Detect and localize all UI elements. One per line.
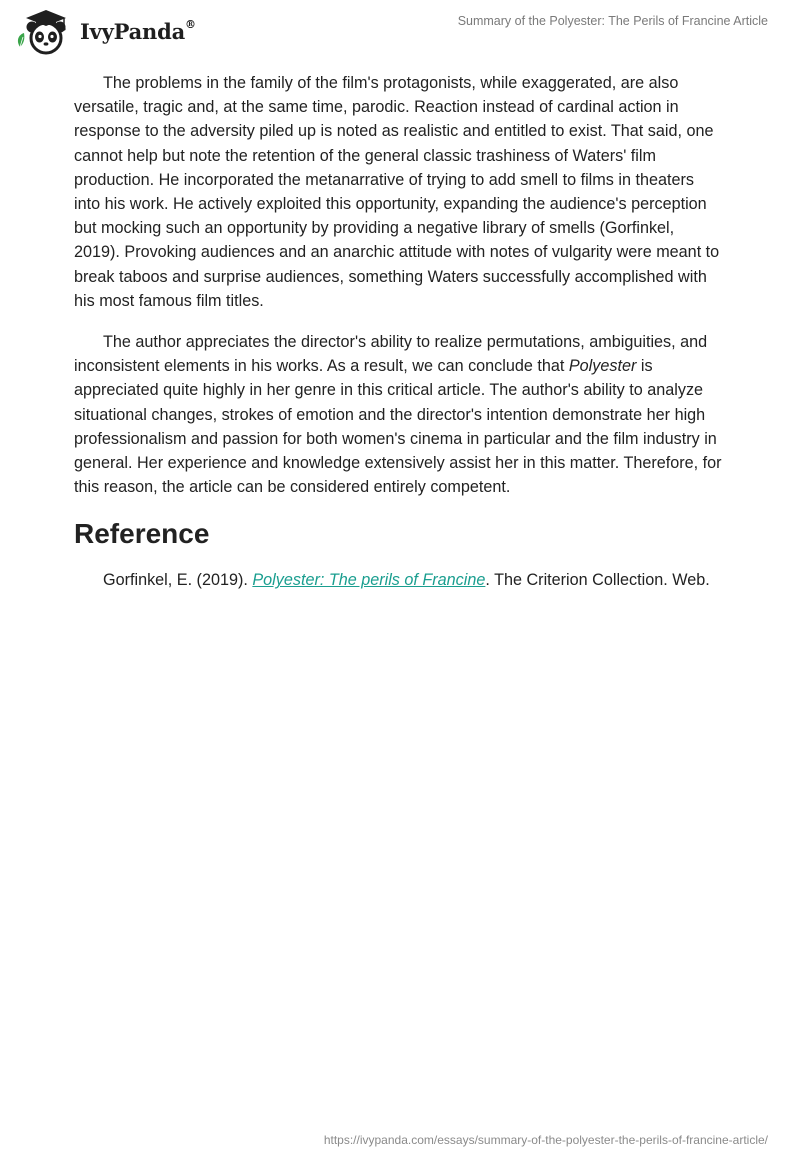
page-header <box>0 0 800 62</box>
reference-heading: Reference <box>74 518 210 550</box>
body-paragraph-1: The problems in the family of the film's protagonists, while exaggerated, are also versatile, tragic and, at the same time, parodic. Reaction instead of cardinal action in response to the adversity piled up is noted as realistic and entitled to exist. That said, one cannot help but note the retention of the general classic trashiness of Waters' film production. He incorporated the metanarrative of trying to add smell to films in theaters into his work. He actively exploited this opportunity, expanding the audience's perception but mocking such an opportunity by providing a negative library of smells (Gorfinkel, 2019). Provoking audiences and an anarchic attitude with notes of vulgarity were meant to break taboos and surprise audiences, something Waters successfully accomplished with his most famous film titles. <box>74 74 720 310</box>
panda-graduate-icon <box>14 7 74 55</box>
footer-url: https://ivypanda.com/essays/summary-of-the-polyester-the-perils-of-francine-article/ <box>323 1133 768 1147</box>
document-title: Summary of the Polyester: The Perils of Francine Article <box>457 14 768 28</box>
article-content <box>74 71 724 593</box>
reference-link[interactable]: Polyester: The perils of Francine <box>252 571 486 590</box>
reference-entry: Gorfinkel, E. (2019). Polyester: The perils of Francine. The Criterion Collection. Web. <box>103 571 710 590</box>
body-paragraph-2: The author appreciates the director's ability to realize permutations, ambiguities, and inconsistent elements in his works. As a result, we can conclude that Polyester is appreciated quite highly in her genre in this critical article. The author's ability to analyze situational changes, strokes of emotion and the director's intention demonstrate her high professionalism and passion for both women's cinema in particular and the film industry in general. Her experience and knowledge extensively assist her in this matter. Therefore, for this reason, the article can be considered entirely competent. <box>74 333 722 497</box>
brand-name: IvyPanda® <box>80 17 196 44</box>
ivypanda-logo[interactable] <box>14 7 196 55</box>
film-title-italic: Polyester <box>568 357 637 376</box>
